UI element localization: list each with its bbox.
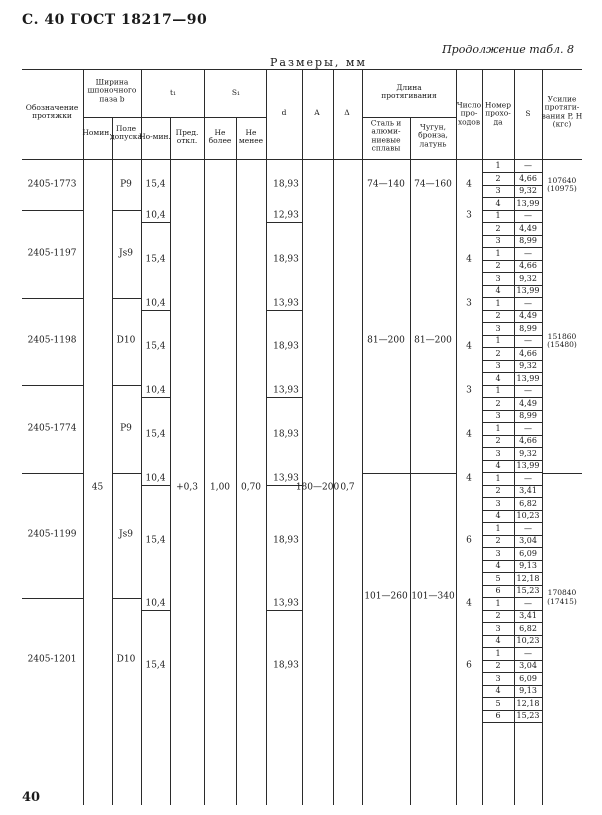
tolerance-field-cell: D10	[116, 335, 136, 346]
header-s1-min: Не менее	[238, 127, 264, 145]
table-rule	[83, 69, 84, 805]
pass-number-cell: 1	[495, 298, 501, 308]
s-value-cell: 13,99	[516, 198, 540, 208]
length-steel-merged: 101—260	[364, 591, 408, 602]
group-rule	[112, 298, 141, 299]
delta-cell: 0,7	[340, 482, 355, 493]
pass-number-cell: 2	[495, 486, 501, 495]
s-value-cell: 8,99	[519, 236, 537, 245]
force-group-rule	[542, 473, 582, 474]
table-rule	[514, 69, 515, 805]
t1-nominal-cell: 10,4	[145, 598, 166, 608]
pass-number-cell: 2	[495, 436, 501, 445]
header-t1-nominal: Но-мин.	[139, 131, 171, 141]
pass-number-cell: 3	[495, 186, 501, 195]
s-value-cell: 6,09	[519, 673, 537, 683]
header-broach-length: Длина протягивания	[381, 82, 437, 100]
s-value-cell: 3,41	[519, 486, 537, 495]
passes-count-cell: 4	[466, 598, 472, 608]
s-value-cell: 4,66	[519, 436, 537, 445]
pass-number-cell: 2	[495, 611, 501, 620]
s-value-cell: 15,23	[516, 586, 540, 595]
passes-count-cell: 3	[466, 385, 472, 396]
pass-number-cell: 1	[495, 523, 501, 533]
pass-row-rule	[482, 597, 542, 598]
s-value-cell: —	[524, 523, 532, 533]
t1-nominal-cell: 10,4	[145, 210, 166, 221]
A-cell: 18,93	[273, 429, 299, 439]
group-rule	[112, 598, 141, 599]
header-passes-count: Число про-ходов	[456, 100, 482, 127]
table-rule	[410, 117, 411, 805]
pass-number-cell: 3	[495, 448, 501, 458]
group-rule	[22, 473, 83, 474]
s-value-cell: 15,23	[516, 711, 540, 720]
A-cell: 18,93	[273, 254, 299, 264]
group-rule	[112, 210, 141, 211]
header-delta: Δ	[344, 107, 350, 117]
pass-row-rule	[482, 385, 542, 386]
A-cell: 13,93	[273, 385, 299, 396]
s-value-cell: 9,32	[519, 361, 537, 370]
pass-number-cell: 1	[495, 648, 501, 658]
header-keyway-width: Ширина шпоночного паза b	[87, 77, 137, 104]
pass-number-cell: 2	[495, 223, 501, 233]
header-d: d	[281, 107, 287, 117]
s-value-cell: 12,18	[516, 698, 540, 708]
header-A: A	[314, 107, 320, 117]
s-value-cell: 4,66	[519, 261, 537, 270]
s-value-cell: 9,32	[519, 186, 537, 195]
pass-number-cell: 4	[495, 686, 501, 695]
s-value-cell: —	[524, 423, 532, 433]
passes-count-cell: 4	[466, 179, 472, 190]
A-cell: 13,93	[273, 598, 299, 608]
passes-count-cell: 4	[466, 341, 472, 352]
pass-row-rule	[482, 335, 542, 336]
header-designation: Обозначение протяжки	[25, 102, 79, 120]
pass-number-cell: 2	[495, 348, 501, 358]
pass-number-cell: 3	[495, 548, 501, 558]
designation-cell: 2405-1773	[27, 179, 77, 190]
header-s1: S₁	[231, 87, 241, 97]
table-rule	[141, 69, 142, 805]
s-value-cell: 9,13	[519, 686, 537, 695]
tolerance-field-cell: Js9	[119, 248, 133, 258]
table-rule	[266, 69, 267, 805]
s-value-cell: 12,18	[516, 573, 540, 583]
s-value-cell: 13,99	[516, 373, 540, 383]
A-cell: 12,93	[273, 210, 299, 221]
A-cell: 18,93	[273, 179, 299, 190]
pass-number-cell: 6	[495, 711, 501, 720]
passes-count-cell: 4	[466, 254, 472, 264]
passes-count-cell: 3	[466, 210, 472, 221]
header-pass-number: Номер прохо-да	[484, 100, 512, 127]
subgroup-rule	[141, 397, 170, 398]
s-value-cell: —	[524, 473, 532, 483]
length-steel-merged: 81—200	[367, 335, 405, 346]
header-S: S	[525, 108, 531, 118]
pass-number-cell: 1	[495, 336, 501, 345]
s-value-cell: 3,04	[519, 661, 537, 670]
t1-nominal-cell: 15,4	[145, 429, 166, 439]
pass-number-cell: 6	[495, 586, 501, 595]
header-tolerance-field: Поле допуска	[110, 123, 142, 141]
b-nominal-cell: 45	[91, 482, 104, 493]
s-value-cell: 13,99	[516, 461, 540, 470]
group-rule	[112, 385, 141, 386]
force-merged: 170840 (17415)	[547, 588, 577, 606]
pass-number-cell: 3	[495, 498, 501, 508]
s-value-cell: 8,99	[519, 411, 537, 420]
s-value-cell: 10,23	[516, 636, 540, 645]
header-s1-max: Не более	[208, 127, 232, 145]
s-value-cell: 6,09	[519, 548, 537, 558]
pass-number-cell: 1	[495, 423, 501, 433]
pass-number-cell: 2	[495, 398, 501, 408]
subgroup-rule	[141, 610, 170, 611]
pass-number-cell: 2	[495, 261, 501, 270]
s-value-cell: 9,32	[519, 273, 537, 283]
s-value-cell: —	[524, 598, 532, 608]
pass-number-cell: 3	[495, 236, 501, 245]
pass-row-rule	[482, 247, 542, 248]
s1-min-cell: 0,70	[240, 482, 262, 493]
t1-nominal-cell: 15,4	[145, 254, 166, 264]
subgroup-rule	[141, 222, 170, 223]
pass-number-cell: 1	[495, 211, 501, 220]
pass-row-rule	[482, 297, 542, 298]
table-rule	[112, 117, 113, 805]
t1-nominal-cell: 15,4	[145, 535, 166, 546]
length-steel-cell: 74—140	[367, 179, 405, 190]
pass-number-cell: 2	[495, 661, 501, 670]
tolerance-field-cell: D10	[116, 654, 136, 665]
sizes-title: Размеры, мм	[270, 56, 367, 69]
pass-number-cell: 4	[495, 636, 501, 645]
header-t1-limit-deviation: Пред. откл.	[175, 127, 199, 145]
subgroup-rule	[141, 310, 170, 311]
designation-cell: 2405-1197	[27, 248, 77, 258]
group-rule	[22, 298, 83, 299]
passes-count-cell: 6	[466, 535, 472, 546]
tolerance-field-cell: Js9	[119, 529, 133, 540]
s-value-cell: 10,23	[516, 511, 540, 520]
pass-number-cell: 1	[495, 161, 501, 170]
pass-number-cell: 1	[495, 598, 501, 608]
s-value-cell: —	[524, 648, 532, 658]
length-iron-merged: 101—340	[411, 591, 455, 602]
header-force: Усилие протяги-вания P, Н (кгс)	[541, 94, 583, 129]
group-rule	[22, 210, 83, 211]
t1-nominal-cell: 15,4	[145, 341, 166, 352]
pass-number-cell: 3	[495, 673, 501, 683]
tolerance-field-cell: P9	[120, 179, 132, 190]
pass-row-rule	[482, 522, 542, 523]
pass-number-cell: 1	[495, 386, 501, 395]
A-cell: 18,93	[273, 660, 299, 671]
pass-number-cell: 2	[495, 173, 501, 183]
t1-nominal-cell: 15,4	[145, 660, 166, 671]
designation-cell: 2405-1198	[27, 335, 77, 346]
A-cell: 13,93	[273, 473, 299, 483]
table-rule	[362, 69, 363, 805]
pass-number-cell: 1	[495, 248, 501, 258]
s-value-cell: —	[524, 161, 532, 170]
s-value-cell: 13,99	[516, 286, 540, 295]
table-rule	[302, 69, 303, 805]
table-rule	[333, 69, 334, 805]
s-value-cell: 4,49	[519, 223, 537, 233]
s-value-cell: 9,32	[519, 448, 537, 458]
pass-row-rule	[482, 422, 542, 423]
pass-number-cell: 3	[495, 623, 501, 633]
t1-nominal-cell: 10,4	[145, 385, 166, 396]
header-cast-iron-bronze: Чугун, бронза, латунь	[418, 122, 448, 149]
s-value-cell: —	[524, 298, 532, 308]
s-value-cell: —	[524, 336, 532, 345]
length-iron-merged: 81—200	[414, 335, 452, 346]
header-b-nominal: Номин.	[82, 127, 112, 137]
pass-number-cell: 4	[495, 373, 501, 383]
A-cell: 18,93	[273, 341, 299, 352]
designation-cell: 2405-1774	[27, 423, 77, 433]
length-iron-cell: 74—160	[414, 179, 452, 190]
subgroup-rule	[266, 610, 302, 611]
pass-number-cell: 3	[495, 411, 501, 420]
pass-number-cell: 4	[495, 286, 501, 295]
designation-cell: 2405-1199	[27, 529, 77, 540]
A-cell: 18,93	[273, 535, 299, 546]
s-value-cell: —	[524, 211, 532, 220]
pass-number-cell: 5	[495, 698, 501, 708]
A-cell: 13,93	[273, 298, 299, 308]
s-value-cell: 8,99	[519, 323, 537, 333]
subgroup-rule	[266, 397, 302, 398]
s-value-cell: —	[524, 248, 532, 258]
s-value-cell: 4,49	[519, 398, 537, 408]
group-rule	[22, 385, 83, 386]
subgroup-rule	[141, 485, 170, 486]
t1-nominal-cell: 10,4	[145, 473, 166, 483]
subgroup-rule	[266, 310, 302, 311]
pass-number-cell: 5	[495, 573, 501, 583]
t1-deviation-cell: +0,3	[176, 482, 198, 493]
table-rule	[456, 69, 457, 805]
group-rule	[22, 598, 83, 599]
table-continuation-label: Продолжение табл. 8	[442, 43, 574, 56]
pass-number-cell: 4	[495, 561, 501, 570]
passes-count-cell: 3	[466, 298, 472, 308]
t1-nominal-cell: 15,4	[145, 179, 166, 190]
s-value-cell: —	[524, 386, 532, 395]
pass-number-cell: 4	[495, 198, 501, 208]
s-value-cell: 6,82	[519, 623, 537, 633]
pass-number-cell: 3	[495, 323, 501, 333]
page-number: 40	[22, 790, 41, 805]
t1-nominal-cell: 10,4	[145, 298, 166, 308]
pass-row-rule	[482, 722, 542, 723]
force-cell: 107640 (10975)	[547, 175, 577, 193]
d-cell: 180—200	[295, 482, 340, 493]
table-rule	[482, 69, 483, 805]
pass-number-cell: 2	[495, 311, 501, 320]
length-group-rule	[362, 473, 456, 474]
pass-number-cell: 3	[495, 361, 501, 370]
page-header-left: С. 40 ГОСТ 18217—90	[22, 12, 208, 28]
pass-row-rule	[482, 647, 542, 648]
tolerance-field-cell: P9	[120, 423, 132, 433]
pass-number-cell: 4	[495, 511, 501, 520]
s-value-cell: 4,66	[519, 348, 537, 358]
s1-max-cell: 1,00	[209, 482, 231, 493]
pass-number-cell: 2	[495, 536, 501, 545]
passes-count-cell: 6	[466, 660, 472, 671]
header-t1: t₁	[169, 87, 177, 97]
s-value-cell: 4,49	[519, 311, 537, 320]
passes-count-cell: 4	[466, 473, 472, 483]
header-steel-alloys: Сталь и алюми-ниевые сплавы	[370, 118, 402, 153]
table-rule	[204, 69, 205, 805]
s-value-cell: 3,04	[519, 536, 537, 545]
pass-row-rule	[482, 472, 542, 473]
subgroup-rule	[266, 222, 302, 223]
pass-number-cell: 4	[495, 461, 501, 470]
s-value-cell: 9,13	[519, 561, 537, 570]
designation-cell: 2405-1201	[27, 654, 77, 665]
table-rule	[170, 117, 171, 805]
passes-count-cell: 4	[466, 429, 472, 439]
pass-row-rule	[482, 210, 542, 211]
s-value-cell: 6,82	[519, 498, 537, 508]
group-rule	[112, 473, 141, 474]
s-value-cell: 4,66	[519, 173, 537, 183]
s-value-cell: 3,41	[519, 611, 537, 620]
pass-number-cell: 3	[495, 273, 501, 283]
force-merged: 151860 (15480)	[547, 331, 577, 349]
pass-number-cell: 1	[495, 473, 501, 483]
table-rule	[236, 117, 237, 805]
